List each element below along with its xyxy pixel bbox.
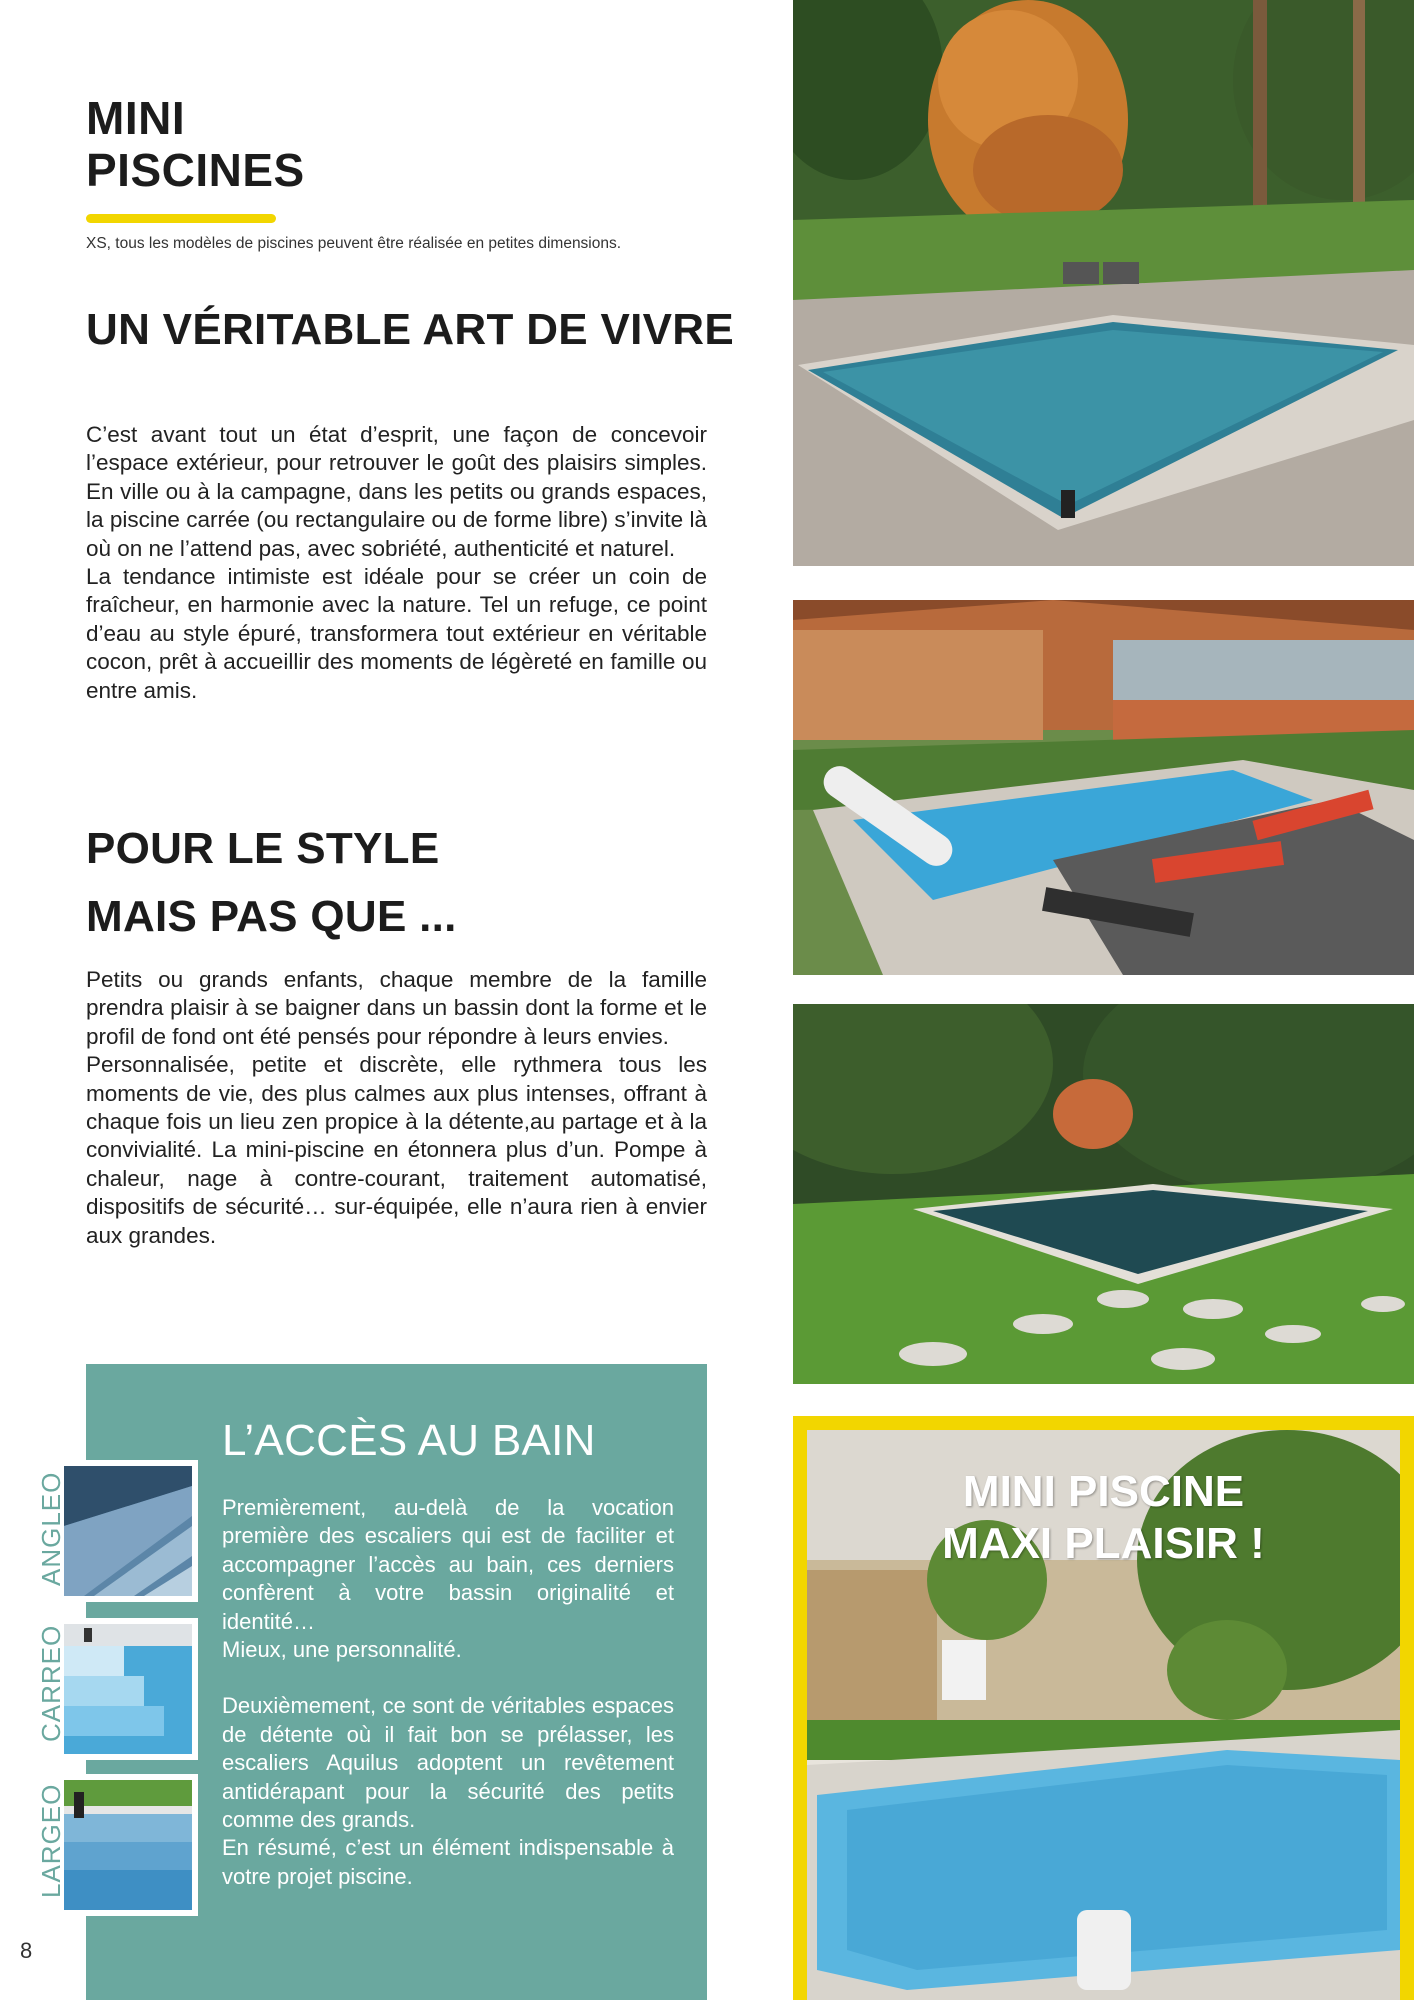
paragraph: Premièrement, au-delà de la vocation première des escaliers qui est de faciliter et accompagner l’accès au bain, ces derniers confèrent à votre bassin originalité et identité…: [222, 1495, 674, 1634]
page-title: [86, 92, 305, 196]
section-heading-art-de-vivre: UN VÉRITABLE ART DE VIVRE: [86, 305, 734, 354]
photo-pool-lawn-stones: [793, 1004, 1414, 1384]
stair-label-largeo: LARGEO: [36, 1783, 66, 1898]
paragraph: Deuxièmement, ce sont de véritables espaces de détente où il fait bon se prélasser, les escaliers Aquilus adoptent un revêtement antidérapant pour la sécurité des petits comme des grands.: [222, 1693, 674, 1833]
stair-label-angleo: ANGLEO: [36, 1471, 66, 1586]
access-heading: L’ACCÈS AU BAIN: [222, 1416, 596, 1465]
title-line-1: MINI: [86, 92, 186, 144]
title-underline: [86, 214, 276, 223]
photo-pool-cover-loungers: [793, 600, 1414, 975]
paragraph: Petits ou grands enfants, chaque membre de la famille prendra plaisir à se baigner dans un bassin dont la forme et le profil de fond ont été pensés pour répondre à leurs envies.: [86, 967, 707, 1049]
heading-line-2: MAIS PAS QUE ...: [86, 892, 457, 941]
section-body-style: [86, 966, 707, 1250]
heading-line-1: POUR LE STYLE: [86, 824, 440, 873]
photo-pool-autumn-garden: [793, 0, 1414, 566]
stair-thumbnail-largeo: [58, 1774, 198, 1916]
intro-text: XS, tous les modèles de piscines peuvent être réalisée en petites dimensions.: [86, 235, 622, 252]
access-body: [222, 1494, 674, 1891]
paragraph: Mieux, une personnalité.: [222, 1637, 462, 1663]
overlay-line-1: MINI PISCINE: [962, 1467, 1245, 1516]
overlay-title: [807, 1466, 1400, 1570]
stair-thumbnail-angleo: [58, 1460, 198, 1602]
photo-frame-mini-piscine: [793, 1416, 1414, 2000]
paragraph: Personnalisée, petite et discrète, elle rythmera tous les moments de vie, des plus calmes aux plus intenses, offrant à chaque fois un lieu zen propice à la détente,au partage et à la convivialité. La mini-piscine en étonnera plus d’un. Pompe à chaleur, nage à contre-courant, traitement automatisé, dispositifs de sécurité… sur-équipée, elle n’aura rien à envier aux grandes.: [86, 1052, 707, 1248]
paragraph: En résumé, c’est un élément indispensable à votre projet piscine.: [222, 1835, 674, 1889]
page-number: 8: [20, 1938, 33, 1963]
section-heading-style: [86, 815, 457, 951]
paragraph: La tendance intimiste est idéale pour se créer un coin de fraîcheur, en harmonie avec la nature. Tel un refuge, ce point d’eau au style épuré, transformera tout extérieur en véritable cocon, prêt à accueillir des moments de légèreté en famille ou entre amis.: [86, 564, 707, 703]
stair-thumbnail-carreo: [58, 1618, 198, 1760]
title-line-2: PISCINES: [86, 144, 305, 196]
section-body-art-de-vivre: [86, 421, 707, 705]
stair-label-carreo: CARREO: [36, 1624, 66, 1742]
paragraph: C’est avant tout un état d’esprit, une façon de concevoir l’espace extérieur, pour retrouver le goût des plaisirs simples. En ville ou à la campagne, dans les petits ou grands espaces, la piscine carrée (ou rectangulaire ou de forme libre) s’invite là où on ne l’attend pas, avec sobriété, authenticité et naturel.: [86, 422, 707, 561]
overlay-line-2: MAXI PLAISIR !: [942, 1519, 1265, 1568]
